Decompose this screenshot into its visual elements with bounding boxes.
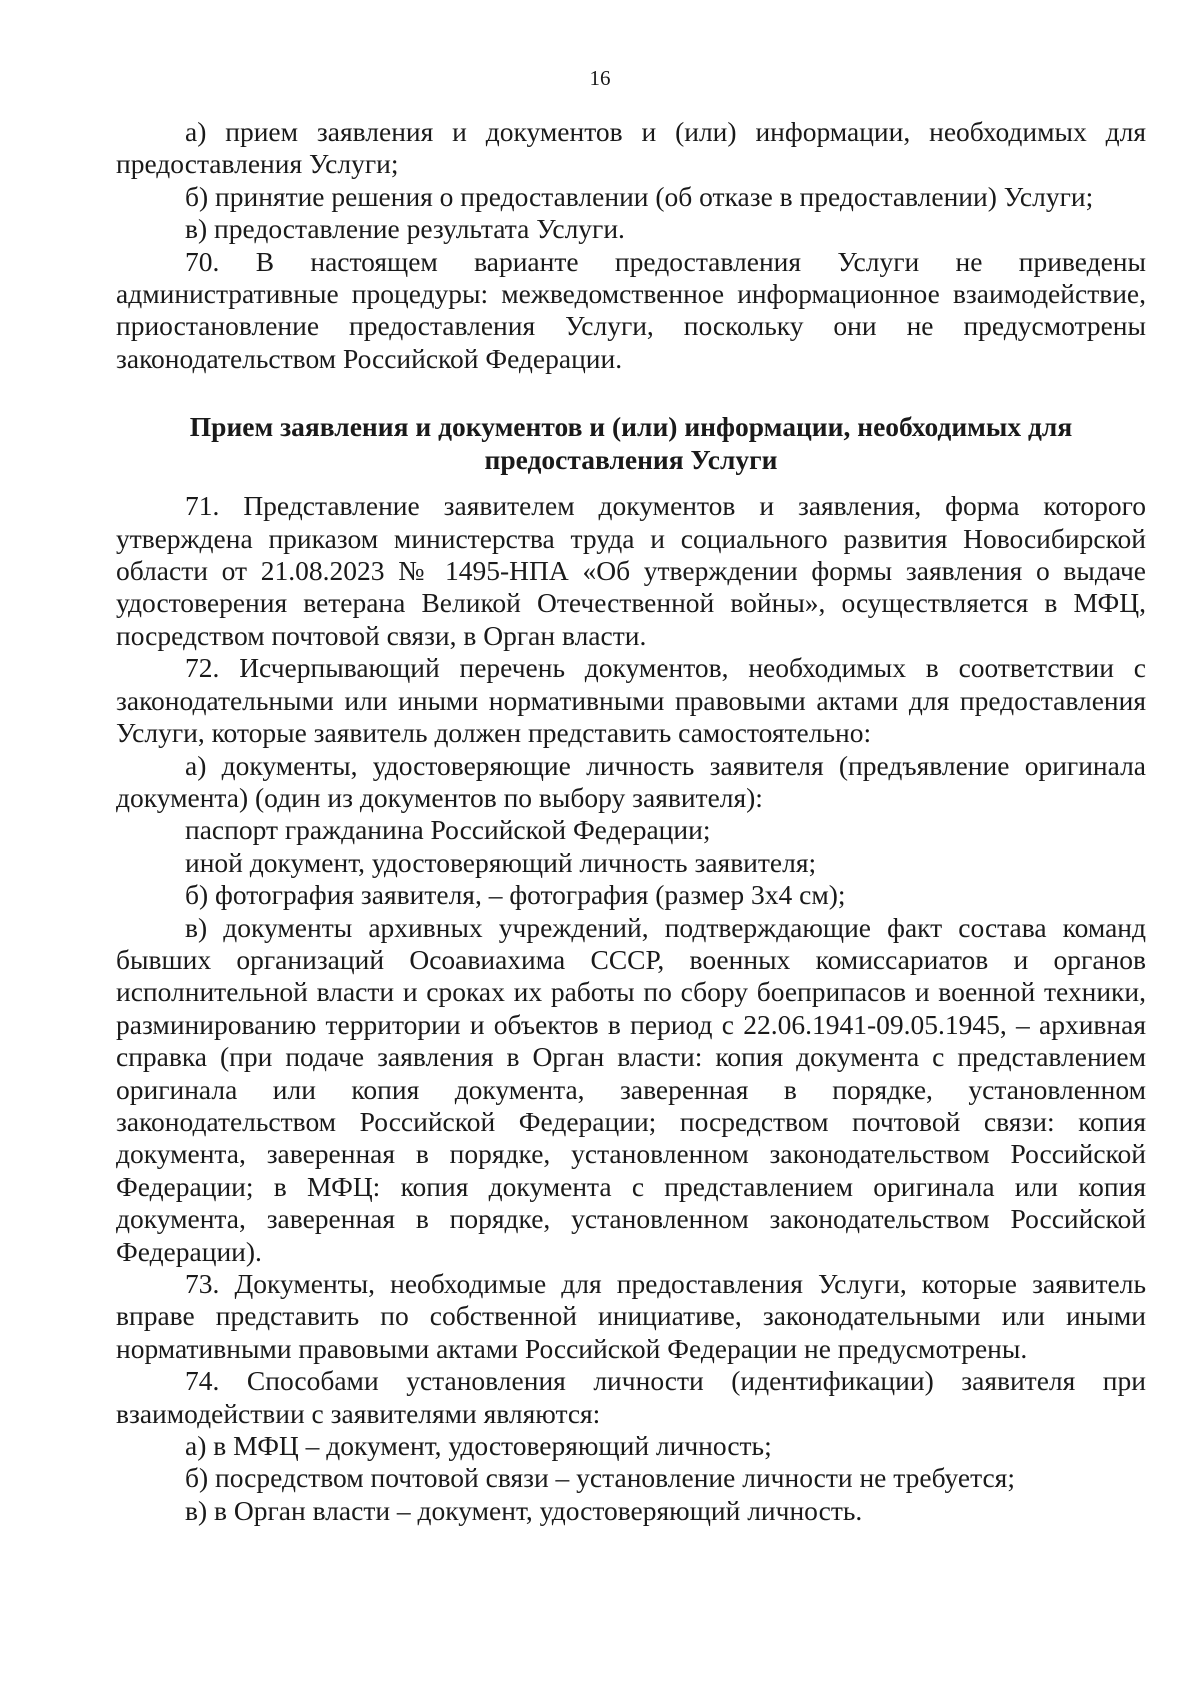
section-heading-line-1: Прием заявления и документов и (или) информации, необходимых для	[189, 411, 1073, 443]
section-heading	[116, 410, 1146, 476]
list-item-passport: паспорт гражданина Российской Федерации;	[185, 814, 711, 846]
list-item-a-receive: а) прием заявления и документов и (или) информации, необходимых для предоставления Услуги;	[116, 116, 1146, 180]
section-heading-line-2: предоставления Услуги	[484, 444, 778, 476]
list-item-v-authority: в) в Орган власти – документ, удостоверяющий личность.	[185, 1494, 863, 1526]
list-item-b-post: б) посредством почтовой связи – установление личности не требуется;	[185, 1462, 1015, 1494]
list-item-a-mfc: а) в МФЦ – документ, удостоверяющий личность;	[185, 1430, 772, 1462]
paragraph-73: 73. Документы, необходимые для предоставления Услуги, которые заявитель вправе представить по собственной инициативе, законодательными или иными нормативными правовыми актами Российской Федерации не предусмотрены.	[116, 1268, 1146, 1364]
paragraph-70: 70. В настоящем варианте предоставления Услуги не приведены административные процедуры: межведомственное информационное взаимодействие, приостановление предоставления Услуги, поскольку они не предусмотрены законодательством Российской Федерации.	[116, 245, 1146, 374]
paragraph-72: 72. Исчерпывающий перечень документов, необходимых в соответствии с законодательными или иными нормативными правовыми актами для предоставления Услуги, которые заявитель должен представить самостоятельно:	[116, 652, 1146, 749]
list-item-b-decision: б) принятие решения о предоставлении (об отказе в предоставлении) Услуги;	[185, 180, 1094, 212]
list-item-b-photo: б) фотография заявителя, – фотография (размер 3х4 см);	[185, 879, 846, 911]
list-item-v-archive-docs: в) документы архивных учреждений, подтверждающие факт состава команд бывших организаций Осоавиахима СССР, военных комиссариатов и органов исполнительной власти и сроках их работы по сбору боеприпасов и военной техники, разминированию территории и объектов в период с 22.06.1941-09.05.1945, – архивная справка (при подаче заявления в Орган власти: копия документа с представлением оригинала или копия документа, заверенная в порядке, установленном законодательством Российской Федерации; посредством почтовой связи: копия документа, заверенная в порядке, установленном законодательством Российской Федерации; в МФЦ: копия документа с представлением оригинала или копия документа, заверенная в порядке, установленном законодательством Российской Федерации).	[116, 911, 1146, 1267]
page-number: 16	[589, 66, 611, 90]
paragraph-71: 71. Представление заявителем документов и заявления, форма которого утверждена приказом министерства труда и социального развития Новосибирской области от 21.08.2023 № 1495-НПА «Об утверждении формы заявления о выдаче удостоверения ветерана Великой Отечественной войны», осуществляется в МФЦ, посредством почтовой связи, в Орган власти.	[116, 490, 1146, 651]
document-body	[116, 116, 1146, 1527]
list-item-other-id: иной документ, удостоверяющий личность заявителя;	[185, 846, 817, 878]
list-item-a-identity-docs: а) документы, удостоверяющие личность заявителя (предъявление оригинала документа) (один из документов по выбору заявителя):	[116, 749, 1146, 813]
paragraph-74: 74. Способами установления личности (идентификации) заявителя при взаимодействии с заявителями являются:	[116, 1365, 1146, 1429]
list-item-v-result: в) предоставление результата Услуги.	[185, 213, 625, 245]
